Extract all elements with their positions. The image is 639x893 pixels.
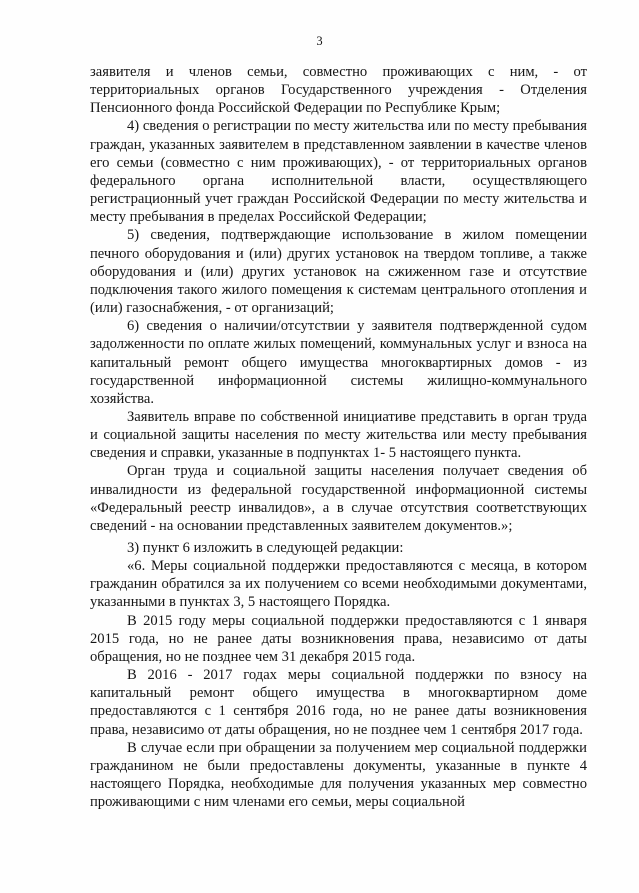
paragraph-item-4-registration: 4) сведения о регистрации по месту жительства или по месту пребывания граждан, указанных заявителем в представленном заявлении в качестве членов его семьи (совместно с ним проживающих), - от территориальных органов федерального органа исполнительной власти, осуществляющего регистрационный учет граждан Российской Федерации по месту жительства и месту пребывания в пределах Российской Федерации; xyxy=(90,118,587,226)
paragraph-item-6-debt: 6) сведения о наличии/отсутствии у заявителя подтвержденной судом задолженности по оплате жилых помещений, коммунальных услуг и взноса на капитальный ремонт общего имущества многоквартирных домов - из государственной информационной системы жилищно-коммунального хозяйства. xyxy=(90,318,587,407)
paragraph-missing-documents: В случае если при обращении за получением мер социальной поддержки гражданином не были предоставлены документы, указанные в пункте 4 настоящего Порядка, необходимые для получения указанных мер совместно проживающими с ним членами его семьи, меры социальной xyxy=(90,739,587,811)
paragraph-disability-info: Орган труда и социальной защиты населения получает сведения об инвалидности из федеральной государственной информационной системы «Федеральный реестр инвалидов», а в случае отсутствия соответствующих сведений - на основании представленных заявителем документов.»; xyxy=(90,463,587,534)
paragraph-applicant-right: Заявитель вправе по собственной инициативе представить в орган труда и социальной защиты населения по месту жительства или месту пребывания сведения и справки, указанные в подпунктах 1- 5 настоящего пункта. xyxy=(90,408,587,462)
paragraph-applicant-family-info: заявителя и членов семьи, совместно проживающих с ним, - от территориальных органов Государственного учреждения - Отделения Пенсионного фонда Российской Федерации по Республике Крым; xyxy=(90,64,587,117)
paragraph-item-5-heating: 5) сведения, подтверждающие использование в жилом помещении печного оборудования и (или) других установок на твердом топливе, а также оборудования и (или) других установок на сжиженном газе и отсутствие подключения такого жилого помещения к системам центрального отопления и (или) газоснабжения, - от организаций; xyxy=(90,227,587,317)
paragraph-2016-2017: В 2016 - 2017 годах меры социальной поддержки по взносу на капитальный ремонт общего имущества в многоквартирном доме предоставляются с 1 сентября 2016 года, но не ранее даты возникновения права, независимо от даты обращения, но не позднее чем 1 сентября 2017 года. xyxy=(90,667,587,738)
text-block-bottom xyxy=(90,539,587,811)
paragraph-point-3-header: 3) пункт 6 изложить в следующей редакции: xyxy=(127,540,404,556)
text-block-top xyxy=(90,63,587,535)
paragraph-point-6: «6. Меры социальной поддержки предоставляются с месяца, в котором гражданин обратился за их получением со всеми необходимыми документами, указанными в пунктах 3, 5 настоящего Порядка. xyxy=(90,558,587,611)
page-number: 3 xyxy=(316,34,323,48)
paragraph-2015: В 2015 году меры социальной поддержки предоставляются с 1 января 2015 года, но не ранее даты возникновения права, независимо от даты обращения, но не позднее чем 31 декабря 2015 года. xyxy=(90,612,587,665)
